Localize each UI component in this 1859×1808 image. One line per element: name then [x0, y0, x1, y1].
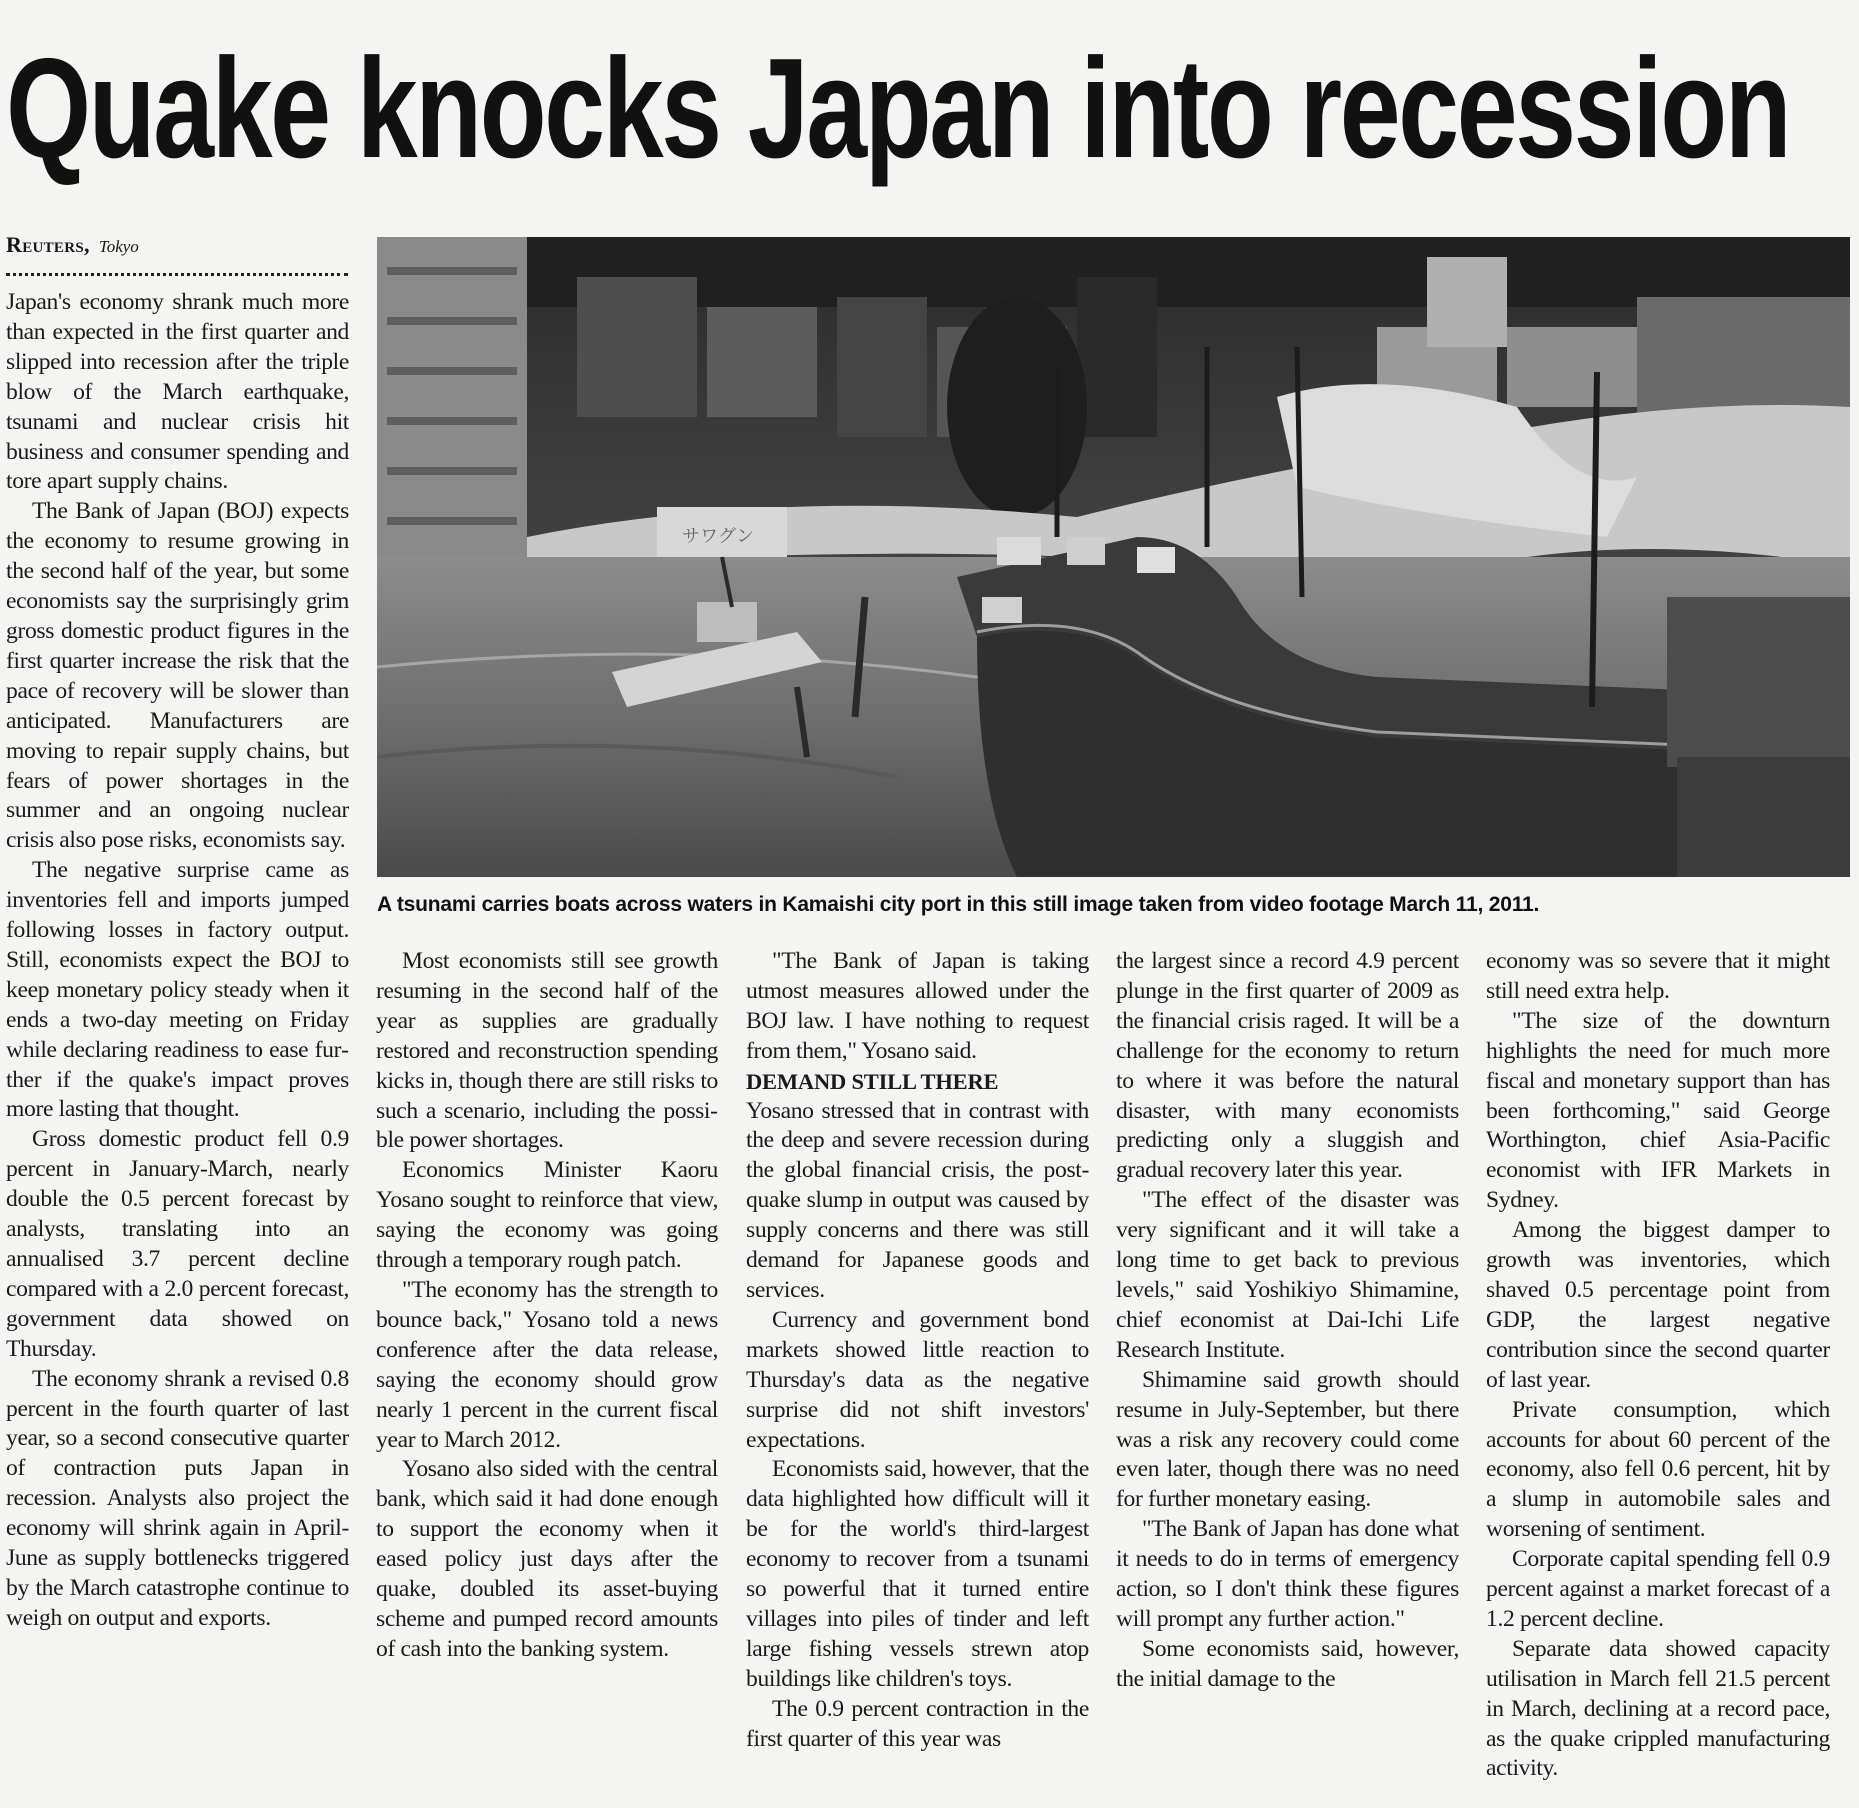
paragraph: Among the biggest damper to growth was inventories, which shaved 0.5 percentage point from GDP, the largest negative contribution since the second quarter of last year. [1486, 1217, 1830, 1393]
paragraph: Yosano also sided with the central bank, which said it had done enough to support the economy when it eased policy just days after the quake, doubled its asset-buying scheme and pumped record amounts of cash into the banking system. [376, 1456, 718, 1662]
paragraph: Japan's economy shrank much more than expected in the first quarter and slipped into recession after the triple blow of the March earthquake, tsunami and nuclear crisis hit business and consumer spending and tore apart supply chains. [6, 289, 349, 495]
tsunami-photo [377, 237, 1850, 877]
byline-agency: Reuters, [6, 232, 90, 257]
column-1 [6, 288, 349, 1788]
paragraph: Economists said, however, that the data highlighted how difficult will it be for the world's third-largest economy to recover from a tsunami so powerful that it turned entire villages into piles of tinder and left large fishing vessels strewn atop buildings like children's toys. [746, 1456, 1089, 1692]
paragraph: Shimamine said growth should resume in July-September, but there was a risk any recovery could come even later, though there was no need for further monetary easing. [1116, 1366, 1459, 1513]
column-3 [746, 947, 1089, 1787]
subheading: DEMAND STILL THERE [746, 1068, 999, 1094]
paragraph: The Bank of Japan (BOJ) expects the economy to resume growing in the second half of the year, but some economists say the surprisingly grim gross domestic product figures in the first quarter increase the risk that the pace of recovery will be slower than anticipated. Manufacturers are moving to repair supply chains, but fears of power shortages in the summer and an ongoing nuclear crisis also pose risks, economists say. [6, 498, 349, 854]
paragraph: The negative surprise came as inventories fell and imports jumped following losses in factory output. Still, economists expect the BOJ to keep monetary policy steady when it ends a two-day meeting on Friday while declaring readiness to ease further if the quake's impact proves more lasting that thought. [6, 857, 349, 1123]
paragraph: "The economy has the strength to bounce back," Yosano told a news conference after the data release, saying the economy should grow nearly 1 percent in the current fiscal year to March 2012. [376, 1276, 718, 1453]
paragraph: The 0.9 percent contraction in the first quarter of this year was [746, 1695, 1089, 1752]
photo-sign-text: サワグン [682, 526, 754, 547]
paragraph: Private consumption, which accounts for about 60 percent of the economy, also fell 0.6 percent, hit by a slump in automobile sales and worsening of sentiment. [1486, 1396, 1830, 1543]
dotted-rule [6, 273, 348, 276]
byline-city: Tokyo [98, 237, 139, 256]
paragraph: The economy shrank a revised 0.8 percent in the fourth quarter of last year, so a second consecutive quarter of contraction puts Japan in recession. Analysts also project the economy will shrink again in April-June as supply bottlenecks triggered by the March catastrophe continue to weigh on output and exports. [6, 1365, 349, 1631]
paragraph: "The Bank of Japan has done what it needs to do in terms of emergency action, so I don't think these figures will prompt any further action." [1116, 1516, 1459, 1632]
paragraph: economy was so severe that it might still need extra help. [1486, 948, 1830, 1004]
column-5 [1486, 947, 1830, 1787]
photo-caption: A tsunami carries boats across waters in Kamaishi city port in this still image taken from video footage March 11, 2011. [377, 893, 1540, 916]
paragraph: "The effect of the disaster was very significant and it will take a long time to get back to previous levels," said Yoshikiyo Shimamine, chief economist at Dai-Ichi Life Research Institute. [1116, 1187, 1459, 1363]
paragraph: Corporate capital spending fell 0.9 percent against a market forecast of a 1.2 percent decline. [1486, 1546, 1830, 1632]
paragraph: the largest since a record 4.9 percent plunge in the first quarter of 2009 as the financial crisis raged. It will be a challenge for the economy to return to where it was before the natural disaster, with many economists predicting only a sluggish and gradual recovery later this year. [1116, 948, 1459, 1184]
paragraph: Economics Minister Kaoru Yosano sought to reinforce that view, saying the economy was going through a temporary rough patch. [376, 1157, 718, 1274]
headline: Quake knocks Japan into recession [6, 29, 1790, 188]
paragraph: "The size of the downturn highlights the need for much more fiscal and monetary support than has been forthcoming," said George Worthington, chief Asia-Pacific economist with IFR Markets in Sydney. [1486, 1007, 1830, 1214]
paragraph: Separate data showed capacity utilisation in March fell 21.5 percent in March, declining at a record pace, as the quake crippled manufacturing activity. [1486, 1635, 1830, 1782]
paragraph: Yosano stressed that in contrast with the deep and severe recession during the global financial crisis, the post-quake slump in output was caused by supply concerns and there was still demand for Japanese goods and services. [746, 1097, 1089, 1303]
byline [6, 232, 139, 258]
paragraph: Most economists still see growth resuming in the second half of the year as supplies are gradually restored and reconstruction spending kicks in, though there are still risks to such a scenario, including the possible power shortages. [376, 948, 718, 1154]
tsunami-photo-drawing [377, 237, 1850, 877]
paragraph: Currency and government bond markets showed little reaction to Thursday's data as the negative surprise did not shift investors' expectations. [746, 1306, 1089, 1453]
column-4 [1116, 947, 1459, 1787]
paragraph: "The Bank of Japan is taking utmost measures allowed under the BOJ law. I have nothing to request from them," Yosano said. [746, 948, 1089, 1064]
column-2 [376, 947, 718, 1787]
paragraph: Some economists said, however, the initial damage to the [1116, 1635, 1459, 1692]
paragraph: Gross domestic product fell 0.9 percent in January-March, nearly double the 0.5 percent forecast by analysts, translating into an annualised 3.7 percent decline compared with a 2.0 percent forecast, government data showed on Thursday. [6, 1126, 349, 1362]
